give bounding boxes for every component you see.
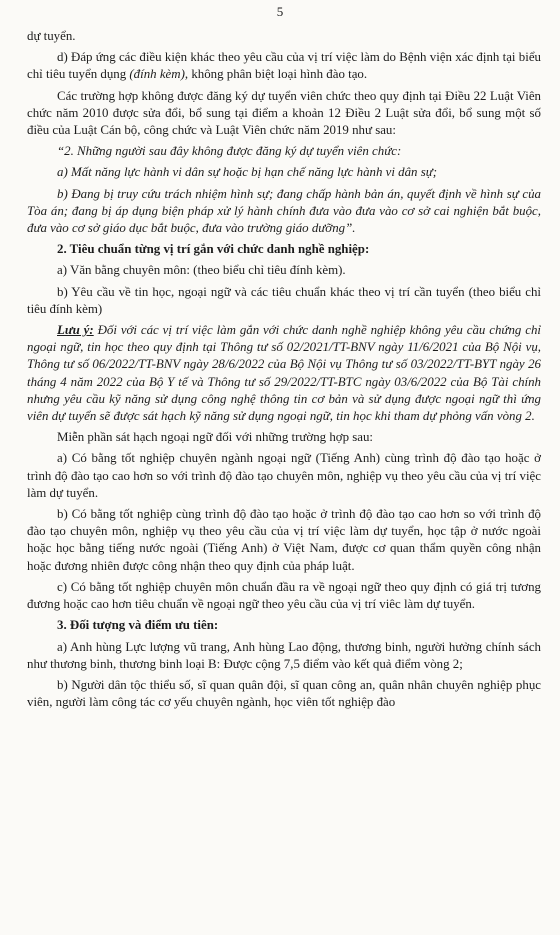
paragraph-exemption-b: b) Có bằng tốt nghiệp cùng trình độ đào tạo hoặc ở trình độ đào tạo cao hơn so với trình độ đào tạo chuyên môn, nghiệp vụ theo yêu cầu của vị trí việc làm dự tuyển, học tập ở nước ngoài hoặc học bằng tiếng nước ngoài (Tiếng Anh) ở Việt Nam, được cơ quan thẩm quyền công nhận hoặc đương nhiên được công nhận theo quy định của pháp luật. xyxy=(27,507,541,573)
paragraph-condition-d xyxy=(27,49,541,83)
paragraph-it-language: b) Yêu cầu về tin học, ngoại ngữ và các tiêu chuẩn khác theo vị trí cần tuyển (theo biểu chỉ tiêu đính kèm) xyxy=(27,284,541,316)
text-run: , không phân biệt loại hình đào tạo. xyxy=(184,67,368,82)
paragraph-exemption-intro: Miễn phần sát hạch ngoại ngữ đối với những trường hợp sau: xyxy=(57,430,374,445)
text-run: d) Đáp ứng các điều kiện khác theo yêu cầu của vị trí việc làm do Bệnh viện xác định tại biểu chỉ tiêu tuyển dụng xyxy=(27,50,541,82)
section-heading-3: 3. Đối tượng và điểm ưu tiên: xyxy=(57,618,219,633)
legal-quote xyxy=(27,143,541,237)
section-heading-2: 2. Tiêu chuẩn từng vị trí gắn với chức danh nghề nghiệp: xyxy=(57,242,370,257)
text-run-italic: (đính kèm) xyxy=(129,67,185,82)
note-text: Đối với các vị trí việc làm gắn với chức danh nghề nghiệp không yêu cầu chứng chỉ ngoại ngữ, tin học theo quy định tại Thông tư số 02/2021/TT-BNV ngày 11/6/2021 của Bộ Nội vụ, Thông tư số 06/2022/TT-BNV ngày 28/6/2022 của Bộ Nội vụ Thông tư số 03/2022/TT-BYT ngày 26 tháng 4 năm 2022 của Bộ Y tế và Thông tư số 29/2022/TT-BTC ngày 03/6/2022 của Bộ Tài chính nhưng yêu cầu kỹ năng sử dụng công nghệ thông tin cơ bản và sử dụng được ngoại ngữ thì ứng viên dự tuyển sẽ được sát hạch kỹ năng sử dụng ngoại ngữ, tin học khi tham dự phỏng vấn vòng 2. xyxy=(27,323,541,424)
document-body xyxy=(27,28,541,715)
quote-line-intro: “2. Những người sau đây không được đăng ký dự tuyển viên chức: xyxy=(57,144,402,159)
paragraph-priority-b: b) Người dân tộc thiểu số, sĩ quan quân đội, sĩ quan công an, quân nhân chuyên nghiệp phục viên, người làm công tác cơ yếu chuyên ngành, học viên tốt nghiệp đào xyxy=(27,677,541,710)
paragraph-note xyxy=(27,322,541,425)
paragraph-exemption-c: c) Có bằng tốt nghiệp chuyên môn chuẩn đầu ra về ngoại ngữ theo quy định có giá trị tương đương hoặc cao hơn tiêu chuẩn về ngoại ngữ theo yêu cầu của vị trí viêc làm dự tuyển. xyxy=(27,579,541,612)
paragraph-ineligible-cases: Các trường hợp không được đăng ký dự tuyển viên chức theo quy định tại Điều 22 Luật Viên chức năm 2010 được sửa đổi, bổ sung tại điểm a khoản 12 Điều 2 Luật sửa đổi, bổ sung một số điều của Luật Cán bộ, công chức và Luật Viên chức năm 2019 như sau: xyxy=(27,88,541,138)
paragraph-continuation: dự tuyển. xyxy=(27,29,76,43)
paragraph-priority-a: a) Anh hùng Lực lượng vũ trang, Anh hùng Lao động, thương binh, người hưởng chính sách như thương binh, thương binh loại B: Được cộng 7,5 điểm vào kết quả điểm vòng 2; xyxy=(27,639,541,671)
note-label: Lưu ý: xyxy=(57,323,94,338)
quote-line-a: a) Mất năng lực hành vi dân sự hoặc bị hạn chế năng lực hành vi dân sự; xyxy=(57,165,438,180)
page-number: 5 xyxy=(276,4,284,19)
quote-line-b: b) Đang bị truy cứu trách nhiệm hình sự; đang chấp hành bản án, quyết định về hình sự của Tòa án; đang bị áp dụng biện pháp xử lý hành chính đưa vào đưa vào cơ sở cai nghiện bắt buộc, đưa vào cơ sở giáo dục bắt buộc, đưa vào trường giáo dưỡng”. xyxy=(27,186,541,236)
paragraph-degree: a) Văn bằng chuyên môn: (theo biểu chỉ tiêu đính kèm). xyxy=(57,263,346,278)
paragraph-exemption-a: a) Có bằng tốt nghiệp chuyên ngành ngoại ngữ (Tiếng Anh) cùng trình độ đào tạo hoặc ở trình độ đào tạo cao hơn so với trình độ đào tạo chuyên môn, nghiệp vụ theo yêu cầu của vị trí việc làm dự tuyển. xyxy=(27,451,541,500)
